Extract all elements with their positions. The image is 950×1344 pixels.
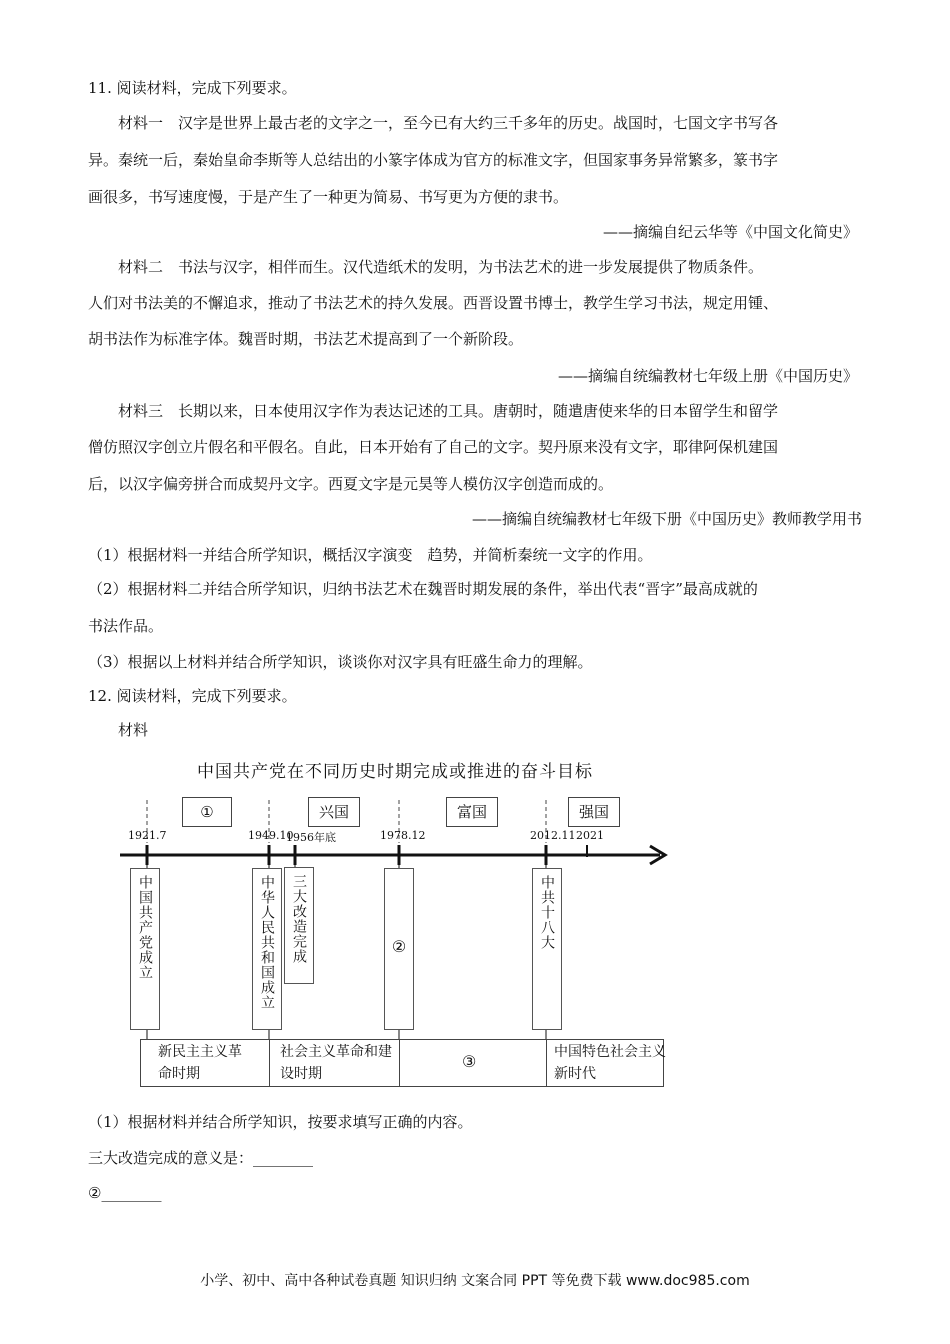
- period-new-democratic: 新民主主义革命时期: [158, 1044, 242, 1082]
- material-label: 材料: [118, 721, 149, 739]
- event-prc-founded-text: 中华人民共和国成立: [259, 875, 275, 1010]
- phase-box-1: ①: [182, 797, 232, 827]
- q11-part2-line2: 书法作品。: [88, 617, 164, 635]
- q12-part1: （1）根据材料并结合所学知识，按要求填写正确的内容。: [88, 1113, 473, 1131]
- event-cpc-founded: [130, 868, 160, 1030]
- phase-box-xingguo: 兴国: [308, 797, 360, 827]
- event-cpc-founded-text: 中国共产党成立: [137, 875, 153, 980]
- q11-part2-line1: （2）根据材料二并结合所学知识，归纳书法艺术在魏晋时期发展的条件，举出代表“晋字”最高成就的: [88, 580, 758, 598]
- fill-blank-2[interactable]: ②________: [88, 1184, 162, 1202]
- material1-line2: 异。秦统一后，秦始皇命李斯等人总结出的小篆字体成为官方的标准文字，但国家事务异常繁多，篆书字: [88, 151, 779, 169]
- phase-box-qiangguo: 强国: [568, 797, 620, 827]
- material3-line3: 后，以汉字偏旁拼合而成契丹文字。西夏文字是元昊等人模仿汉字创造而成的。: [88, 475, 614, 493]
- period-new-era: 中国特色社会主义新时代: [554, 1044, 666, 1082]
- material1-line1: 材料一 汉字是世界上最古老的文字之一，至今已有大约三千多年的历史。战国时，七国文字书写各: [118, 114, 779, 132]
- date-2021: 2021: [576, 829, 604, 842]
- event-three-reforms: [284, 867, 314, 984]
- footer-text: 小学、初中、高中各种试卷真题 知识归纳 文案合同 PPT 等免费下载 www.doc985.com: [200, 1273, 750, 1289]
- material3-source: ——摘编自统编教材七年级下册《中国历史》教师教学用书: [471, 510, 862, 528]
- date-1949: 1949.10: [248, 829, 294, 842]
- period-socialist-construction: 社会主义革命和建设时期: [280, 1044, 392, 1082]
- q11-part3: （3）根据以上材料并结合所学知识，谈谈你对汉字具有旺盛生命力的理解。: [88, 653, 593, 671]
- fill-blank-significance[interactable]: 三大改造完成的意义是：________: [88, 1149, 314, 1167]
- material1-source: ——摘编自纪云华等《中国文化简史》: [602, 223, 858, 241]
- event-blank-2-text: ②: [391, 937, 407, 956]
- date-2012: 2012.11: [530, 829, 576, 842]
- phase-box-fuguo: 富国: [446, 797, 498, 827]
- material2-line3: 胡书法作为标准字体。魏晋时期，书法艺术提高到了一个新阶段。: [88, 330, 524, 348]
- event-18th-congress: [532, 868, 562, 1030]
- q12-title: 12. 阅读材料，完成下列要求。: [88, 687, 297, 705]
- event-18th-congress-text: 中共十八大: [539, 875, 555, 950]
- period-blank-3: ③: [462, 1052, 477, 1071]
- timeline-diagram: [110, 745, 680, 1090]
- timeline-title: 中国共产党在不同历史时期完成或推进的奋斗目标: [197, 762, 593, 782]
- material2-source: ——摘编自统编教材七年级上册《中国历史》: [557, 367, 858, 385]
- q11-part1: （1）根据材料一并结合所学知识，概括汉字演变 趋势，并简析秦统一文字的作用。: [88, 546, 653, 564]
- material3-line1: 材料三 长期以来，日本使用汉字作为表达记述的工具。唐朝时，随遣唐使来华的日本留学生和留学: [118, 402, 779, 420]
- q11-title: 11. 阅读材料，完成下列要求。: [88, 79, 297, 97]
- material1-line3: 画很多，书写速度慢，于是产生了一种更为简易、书写更为方便的隶书。: [88, 188, 569, 206]
- event-three-reforms-text: 三大改造完成: [291, 874, 307, 964]
- date-1978: 1978.12: [380, 829, 426, 842]
- date-1921: 1921.7: [128, 829, 167, 842]
- material2-line1: 材料二 书法与汉字，相伴而生。汉代造纸术的发明，为书法艺术的进一步发展提供了物质条件。: [118, 258, 764, 276]
- event-blank-2: [384, 868, 414, 1030]
- event-prc-founded: [252, 868, 282, 1030]
- date-1956: 1956年底: [286, 831, 336, 844]
- material2-line2: 人们对书法美的不懈追求，推动了书法艺术的持久发展。西晋设置书博士，教学生学习书法，规定用锺、: [88, 294, 779, 312]
- material3-line2: 僧仿照汉字创立片假名和平假名。自此，日本开始有了自己的文字。契丹原来没有文字，耶律阿保机建国: [88, 438, 779, 456]
